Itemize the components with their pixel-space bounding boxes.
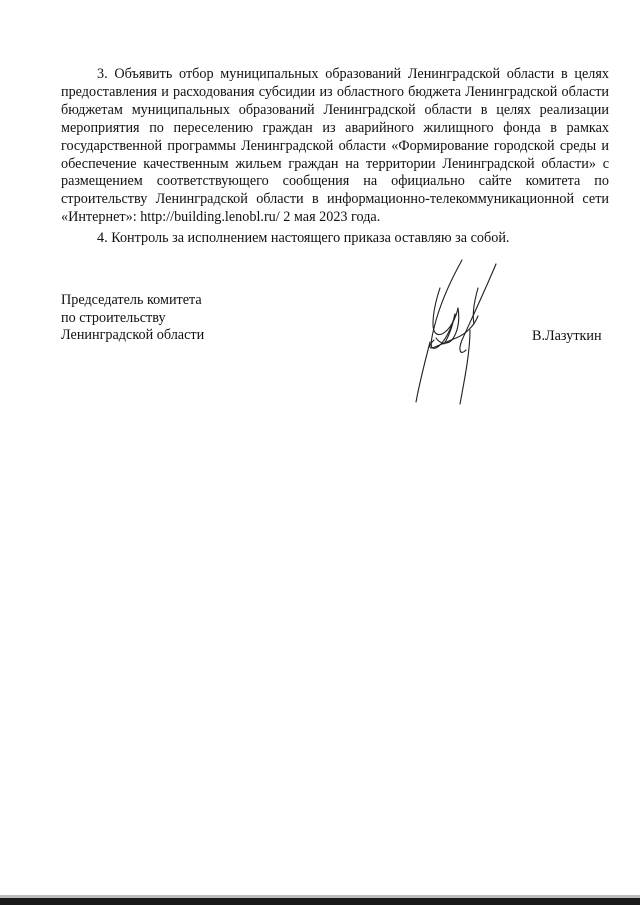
paragraph-3: 3. Объявить отбор муниципальных образований Ленинградской области в целях предоставления и расходования субсидии из областного бюджета Ленинградской области бюджетам муниципальных образований Ленинградской области в целях реализации мероприятия по переселению граждан из аварийного жилищного фонда в рамках государственной программы Ленинградской области «Формирование городской среды и обеспечение качественным жильем граждан на территории Ленинградской области» с размещением соответствующего сообщения на официально сайте комитета по строительству Ленинградской области в информационно-телекоммуникационной сети «Интернет»: http://building.lenobl.ru/ 2 мая 2023 года.: [61, 66, 609, 226]
handwritten-signature: [400, 258, 510, 410]
signatory-name: В.Лазуткин: [532, 328, 602, 344]
signatory-title-line-2: по строительству: [61, 309, 166, 326]
paragraph-4: 4. Контроль за исполнением настоящего приказа оставляю за собой.: [97, 230, 510, 247]
signatory-title: [61, 292, 204, 345]
scan-edge-bar: [0, 898, 640, 905]
document-body: [61, 66, 609, 248]
signatory-title-line-1: Председатель комитета: [61, 292, 202, 308]
signatory-title-line-3: Ленинградской области: [61, 327, 205, 344]
